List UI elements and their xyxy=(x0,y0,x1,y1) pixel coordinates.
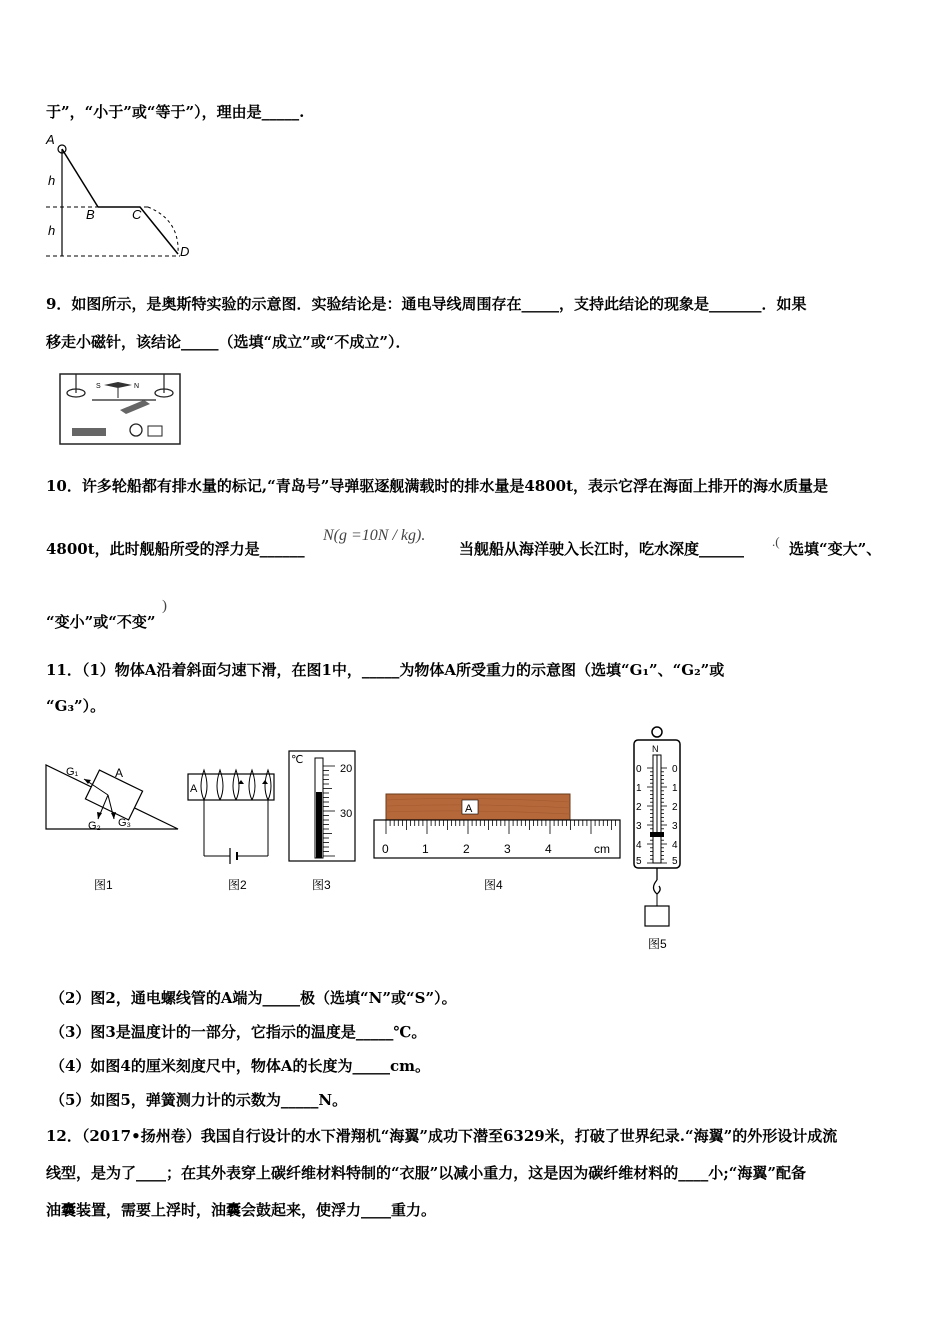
fig5-l: 1 xyxy=(636,783,642,794)
slope-figure xyxy=(40,130,210,265)
fig5-r: 5 xyxy=(672,856,678,867)
fig1-g1: G₁ xyxy=(66,766,79,778)
fig1-g3: G₃ xyxy=(118,817,132,829)
label-d: D xyxy=(180,244,190,259)
fig4-unit: cm xyxy=(594,842,610,856)
fig4-tick: 2 xyxy=(463,842,470,856)
fig5-l: 2 xyxy=(636,802,642,813)
text-line: 9．如图所示，是奥斯特实验的示意图．实验结论是：通电导线周围存在_____，支持此结论的现象是_______．如果 xyxy=(46,295,807,313)
fig5-r: 0 xyxy=(672,764,678,775)
fig5-l: 0 xyxy=(636,764,642,775)
text-line: 移走小磁针，该结论_____（选填“成立”或“不成立”）． xyxy=(46,333,411,351)
text-line: 10．许多轮船都有排水量的标记,“青岛号”导弹驱逐舰满载时的排水量是4800t，表示它浮在海面上排开的海水质量是 xyxy=(46,477,829,495)
fig2-a: A xyxy=(190,783,198,795)
fig3-unit: ℃ xyxy=(291,754,304,766)
fig3-20: 20 xyxy=(340,763,353,775)
label-a: A xyxy=(46,132,55,147)
fig3-caption: 图3 xyxy=(312,878,331,892)
fig5-l: 4 xyxy=(636,840,642,851)
text-line: “变小”或“不变” xyxy=(46,613,156,631)
fig5-l: 3 xyxy=(636,821,642,832)
oersted-figure xyxy=(52,368,197,454)
fig4-a: A xyxy=(465,803,473,815)
fig5-spring-scale xyxy=(628,722,688,958)
fig2-solenoid xyxy=(184,760,284,895)
text-line: 4800t，此时舰船所受的浮力是______ xyxy=(46,540,305,558)
text-line: 于”，“小于”或“等于”），理由是_____. xyxy=(46,103,305,121)
fig5-r: 2 xyxy=(672,802,678,813)
fig4-ruler xyxy=(372,790,624,895)
text-line: （5）如图5，弹簧测力计的示数为_____N。 xyxy=(50,1091,348,1109)
needle-n: N xyxy=(134,383,140,390)
fig1-incline xyxy=(40,755,190,895)
fig5-r: 3 xyxy=(672,821,678,832)
fig2-caption: 图2 xyxy=(228,878,247,892)
fig3-thermometer xyxy=(286,748,361,895)
fig5-n: N xyxy=(652,744,659,754)
label-b: B xyxy=(86,207,95,222)
label-c: C xyxy=(132,207,142,222)
text-line: （3）图3是温度计的一部分，它指示的温度是_____℃。 xyxy=(50,1023,427,1041)
fig5-l: 5 xyxy=(636,856,642,867)
fig4-caption: 图4 xyxy=(484,878,503,892)
fig5-caption: 图5 xyxy=(648,937,667,951)
formula: N(g =10N / kg). xyxy=(323,527,426,544)
text-line: 选填“变大”、 xyxy=(789,540,882,558)
label-h2: h xyxy=(48,223,56,238)
fig1-a: A xyxy=(115,766,124,780)
fig4-tick: 3 xyxy=(504,842,511,856)
text-line: “G₃”）。 xyxy=(46,697,106,715)
paren-close: ) xyxy=(162,598,167,614)
fig4-tick: 0 xyxy=(382,842,389,856)
fig4-tick: 1 xyxy=(422,842,429,856)
text-line: 油囊装置，需要上浮时，油囊会鼓起来，使浮力____重力。 xyxy=(46,1201,437,1219)
text-line: 11．（1）物体A沿着斜面匀速下滑，在图1中，_____为物体A所受重力的示意图（选填“G₁”、“G₂”或 xyxy=(46,661,725,679)
fig5-r: 4 xyxy=(672,840,678,851)
fig1-g2: G₂ xyxy=(88,820,101,832)
text-line: （2）图2，通电螺线管的A端为_____极（选填“N”或“S”）。 xyxy=(50,989,457,1007)
fig4-tick: 4 xyxy=(545,842,552,856)
fig3-30: 30 xyxy=(340,808,353,820)
text-line: （4）如图4的厘米刻度尺中，物体A的长度为_____cm。 xyxy=(50,1057,431,1075)
fig1-caption: 图1 xyxy=(94,878,113,892)
fig5-r: 1 xyxy=(672,783,678,794)
label-h1: h xyxy=(48,173,56,188)
text-line: 线型，是为了____；在其外表穿上碳纤维材料特制的“衣服”以减小重力，这是因为碳纤维材料的____小;“海翼”配备 xyxy=(46,1164,807,1182)
text-line: 12．（2017•扬州卷）我国自行设计的水下滑翔机“海翼”成功下潜至6329米，打破了世界纪录.“海翼”的外形设计成流 xyxy=(46,1127,838,1145)
needle-s: S xyxy=(96,383,101,390)
paren-open: .( xyxy=(772,534,780,549)
text-line: 当舰船从海洋驶入长江时，吃水深度______ xyxy=(459,540,745,558)
